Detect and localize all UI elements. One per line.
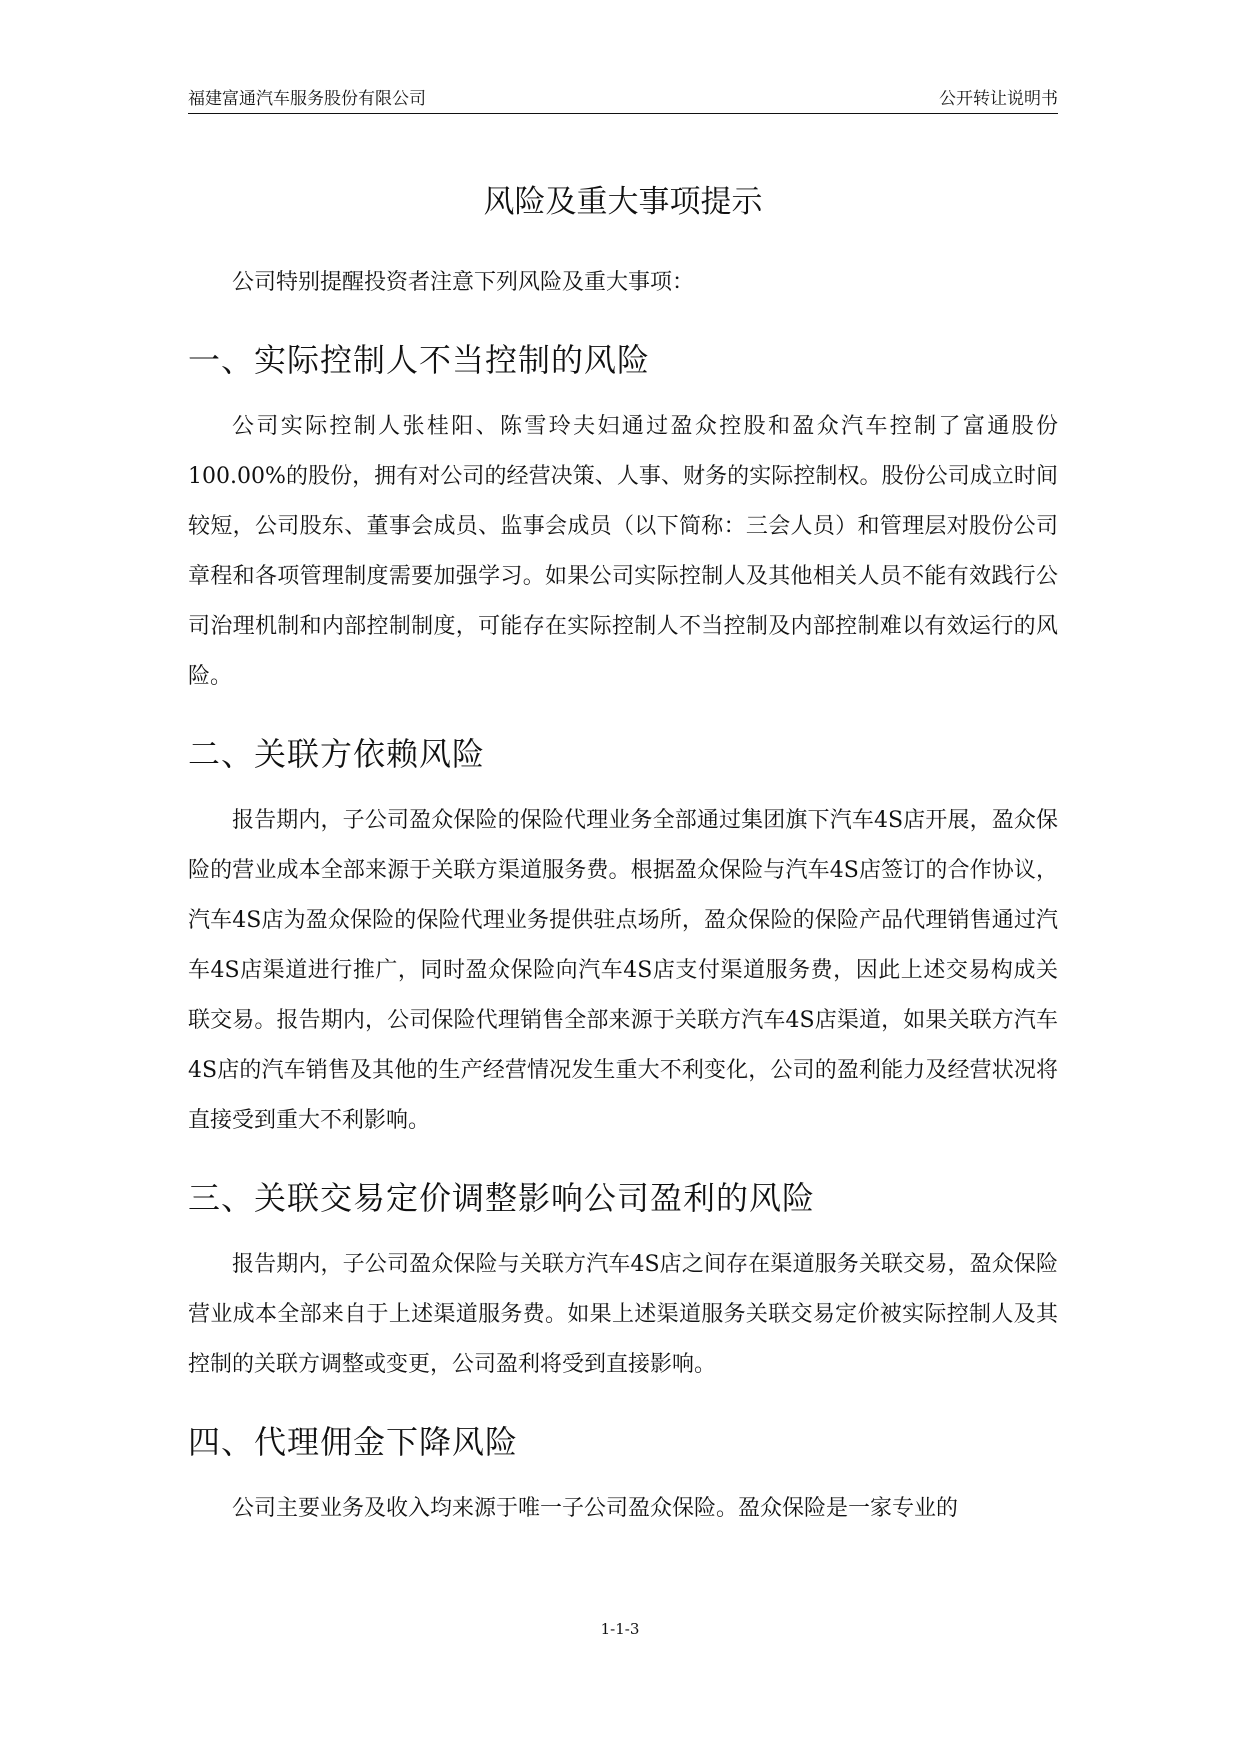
header-divider bbox=[188, 113, 1058, 114]
section-heading-3: 三、关联交易定价调整影响公司盈利的风险 bbox=[188, 1179, 816, 1217]
section-heading-2: 二、关联方依赖风险 bbox=[188, 735, 486, 773]
section-body-3: 报告期内，子公司盈众保险与关联方汽车4S店之间存在渠道服务关联交易，盈众保险营业成本全部来自于上述渠道服务费。如果上述渠道服务关联交易定价被实际控制人及其控制的关联方调整或变更，公司盈利将受到直接影响。 bbox=[188, 1252, 1058, 1377]
section-heading-1: 一、实际控制人不当控制的风险 bbox=[188, 341, 651, 379]
intro-paragraph: 公司特别提醒投资者注意下列风险及重大事项： bbox=[232, 270, 695, 295]
section-body-4: 公司主要业务及收入均来源于唯一子公司盈众保险。盈众保险是一家专业的 bbox=[232, 1496, 959, 1521]
page-header bbox=[188, 86, 1058, 114]
document-body bbox=[188, 170, 1058, 1540]
section-heading-4: 四、代理佣金下降风险 bbox=[188, 1423, 519, 1461]
page-number: 1-1-3 bbox=[600, 1620, 640, 1638]
header-document-type: 公开转让说明书 bbox=[939, 89, 1058, 109]
header-company-name: 福建富通汽车服务股份有限公司 bbox=[188, 89, 426, 109]
section-body-2: 报告期内，子公司盈众保险的保险代理业务全部通过集团旗下汽车4S店开展，盈众保险的营业成本全部来源于关联方渠道服务费。根据盈众保险与汽车4S店签订的合作协议，汽车4S店为盈众保险的保险代理业务提供驻点场所，盈众保险的保险产品代理销售通过汽车4S店渠道进行推广，同时盈众保险向汽车4S店支付渠道服务费，因此上述交易构成关联交易。报告期内，公司保险代理销售全部来源于关联方汽车4S店渠道，如果关联方汽车4S店的汽车销售及其他的生产经营情况发生重大不利变化，公司的盈利能力及经营状况将直接受到重大不利影响。 bbox=[188, 808, 1058, 1133]
section-body-1: 公司实际控制人张桂阳、陈雪玲夫妇通过盈众控股和盈众汽车控制了富通股份100.00%的股份，拥有对公司的经营决策、人事、财务的实际控制权。股份公司成立时间较短，公司股东、董事会成员、监事会成员（以下简称：三会人员）和管理层对股份公司章程和各项管理制度需要加强学习。如果公司实际控制人及其他相关人员不能有效践行公司治理机制和内部控制制度，可能存在实际控制人不当控制及内部控制难以有效运行的风险。 bbox=[188, 414, 1058, 689]
page-title: 风险及重大事项提示 bbox=[483, 184, 763, 220]
